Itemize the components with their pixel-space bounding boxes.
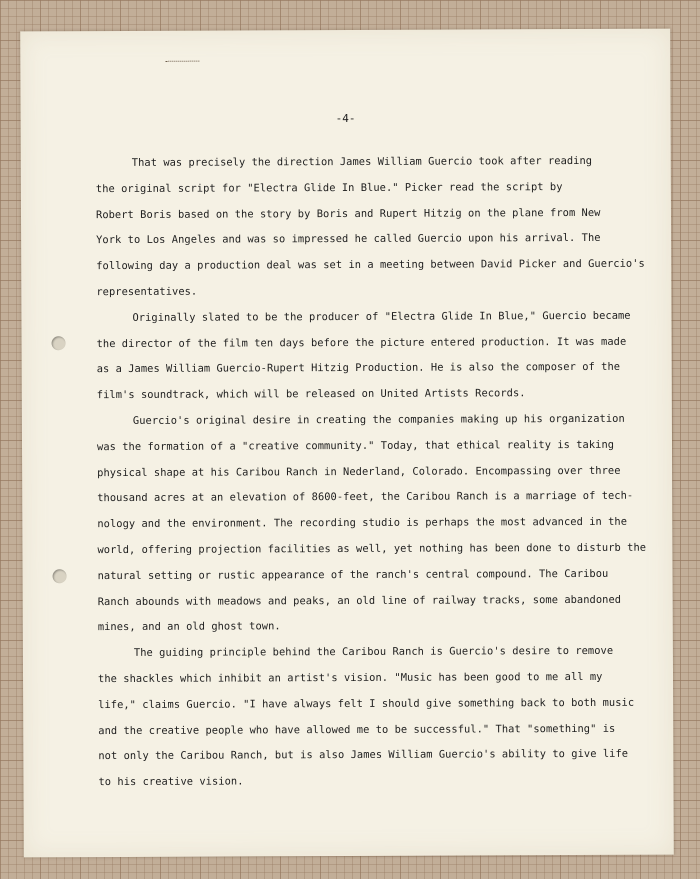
text-line: natural setting or rustic appearance of the ranch's central compound. The Caribou: [97, 567, 609, 582]
text-line: The guiding principle behind the Caribou Ranch is Guercio's desire to remove: [133, 644, 614, 660]
text-line: the original script for "Electra Glide In Blue." Picker read the script by: [95, 180, 563, 195]
text-line: to his creative vision.: [98, 775, 244, 789]
page-number: -4-: [335, 111, 356, 126]
punch-hole-lower: [53, 569, 67, 583]
text-line: and the creative people who have allowed me to be successful." That "something" is: [98, 722, 616, 737]
text-line: mines, and an old ghost town.: [97, 620, 281, 634]
text-line: Guercio's original desire in creating the companies making up his organization: [132, 412, 625, 427]
text-line: Ranch abounds with meadows and peaks, an old line of railway tracks, some abandoned: [97, 593, 622, 608]
staple-mark: [165, 61, 199, 66]
paragraph-2: [96, 304, 636, 410]
text-line: life," claims Guercio. "I have always felt I should give something back to both music: [98, 696, 635, 711]
body-text: [95, 149, 647, 796]
text-line: world, offering projection facilities as well, yet nothing has been done to disturb the: [97, 541, 647, 557]
text-line: as a James William Guercio-Rupert Hitzig Production. He is also the composer of the: [96, 361, 621, 376]
text-line: nology and the environment. The recording studio is perhaps the most advanced in the: [97, 515, 628, 531]
paragraph-4: [98, 639, 639, 796]
text-line: Originally slated to be the producer of "Electra Glide In Blue," Guercio became: [132, 309, 631, 324]
typewritten-page: [20, 29, 674, 858]
punch-hole-upper: [52, 336, 66, 350]
text-line: Robert Boris based on the story by Boris and Rupert Hitzig on the plane from New: [95, 206, 601, 221]
paragraph-3: [96, 407, 647, 642]
text-line: film's soundtrack, which will be released on United Artists Records.: [96, 387, 526, 402]
text-line: York to Los Angeles and was so impressed he called Guercio upon his arrival. The: [96, 232, 601, 247]
text-line: not only the Caribou Ranch, but is also James William Guercio's ability to give life: [98, 748, 629, 763]
text-line: thousand acres at an elevation of 8600-feet, the Caribou Ranch is a marriage of tech-: [97, 490, 634, 505]
text-line: physical shape at his Caribou Ranch in Nederland, Colorado. Encompassing over three: [97, 464, 621, 479]
text-line: following day a production deal was set in a meeting between David Picker and Guercio's: [96, 257, 645, 273]
text-line: That was precisely the direction James William Guercio took after reading: [131, 154, 593, 169]
text-line: the director of the film ten days before the picture entered production. It was made: [96, 335, 627, 350]
paragraph-1: [95, 149, 645, 306]
text-line: was the formation of a "creative community." Today, that ethical reality is taking: [96, 438, 615, 453]
text-line: representatives.: [96, 285, 198, 299]
text-line: the shackles which inhibit an artist's vision. "Music has been good to me all my: [98, 670, 603, 686]
